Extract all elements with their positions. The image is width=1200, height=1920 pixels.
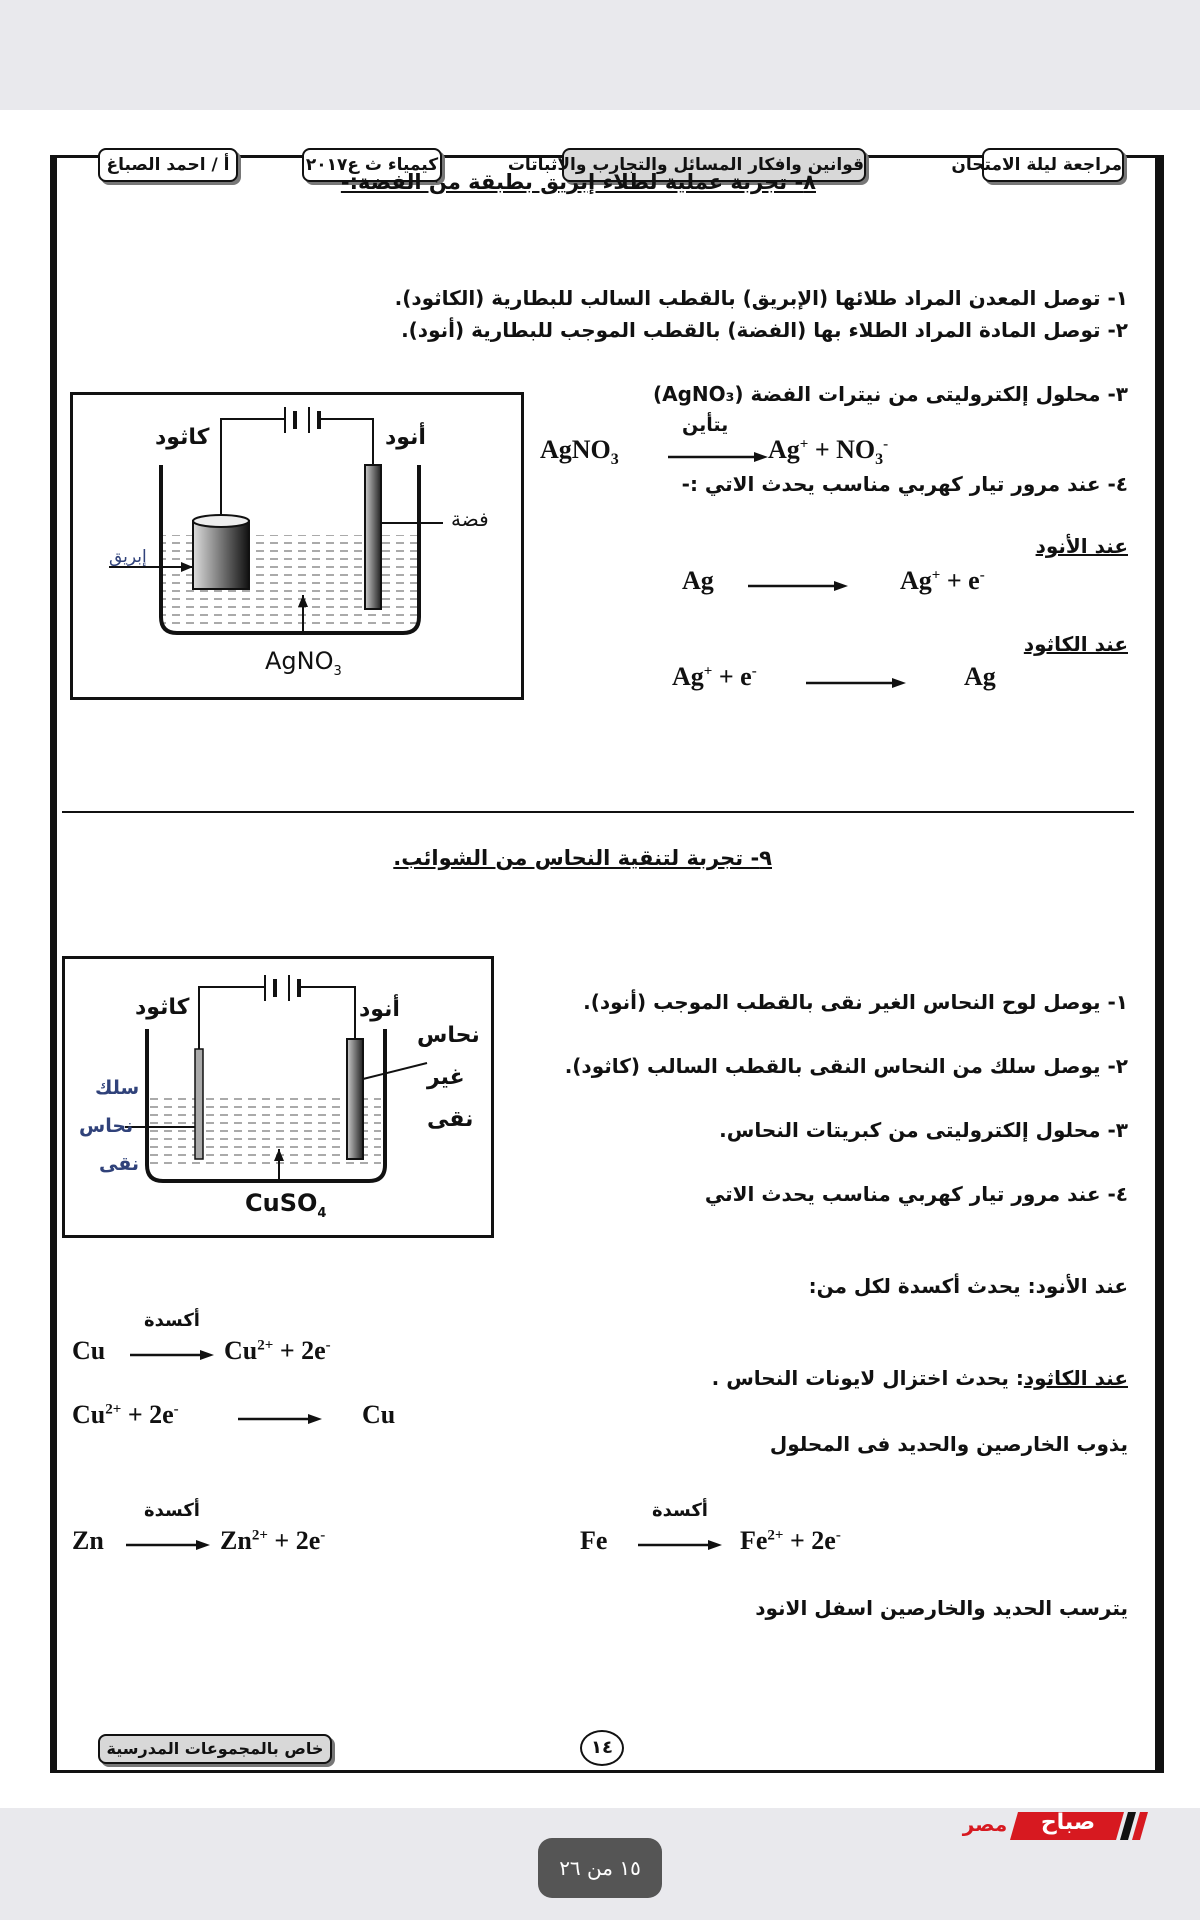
- section9-anode-line: عند الأنود: يحدث أكسدة لكل من:: [808, 1274, 1128, 1298]
- section9-cathode-line: عند الكاثود: يحدث اختزال لايونات النحاس .: [711, 1366, 1128, 1390]
- section8-at-cathode: عند الكاثود: [1023, 632, 1128, 656]
- ionize-label: يتأين: [682, 414, 729, 436]
- copper-purification-diagram: [62, 956, 494, 1238]
- zn-eq-left: Zn: [72, 1526, 104, 1555]
- purify-anode-label: أنود: [359, 997, 400, 1022]
- anode-eq-arrow: [748, 579, 848, 593]
- section9-title: ٩- تجربة لتنقية النحاس من الشوائب.: [393, 846, 772, 870]
- section8-step1: ١- توصل المعدن المراد طلائها (الإبريق) بالقطب السالب للبطارية (الكاثود).: [394, 286, 1128, 310]
- ionize-reactant: AgNO$_3$: [540, 435, 619, 469]
- section8-step3: ٣- محلول إلكتروليتى من نيترات الفضة (AgNO₃): [652, 382, 1128, 406]
- section9-step4: ٤- عند مرور تيار كهربي مناسب يحدث الاتي: [704, 1182, 1128, 1206]
- cathode-eq-right: Ag: [964, 662, 996, 691]
- section9-step1: ١- يوصل لوح النحاس الغير نقى بالقطب الموجب (أنود).: [583, 990, 1128, 1014]
- page-number: ١٤: [580, 1730, 624, 1766]
- anode-eq-right: Ag+ + e-: [900, 566, 985, 595]
- fe-oxidation-label: أكسدة: [652, 1500, 708, 1521]
- section9-step3: ٣- محلول إلكتروليتى من كبريتات النحاس.: [719, 1118, 1128, 1142]
- section9-deposit: يترسب الحديد والخارصين اسفل الانود: [755, 1596, 1128, 1620]
- cu-eq-arrow: [130, 1348, 214, 1362]
- plating-electrolyte-label: AgNO$_3$: [265, 647, 342, 679]
- zn-eq-right: $Zn^{2+} + 2e^-$: [220, 1526, 326, 1555]
- plating-cathode-label: كاثود: [155, 425, 210, 450]
- impure-copper-label-3: نقى: [427, 1107, 474, 1132]
- section-divider: [62, 811, 1134, 813]
- section8-step2: ٢- توصل المادة المراد الطلاء بها (الفضة) بالقطب الموجب للبطارية (أنود).: [401, 318, 1128, 342]
- cu-oxidation-label: أكسدة: [144, 1310, 200, 1331]
- cu2-eq-left: $Cu^{2+} + 2e^-$: [72, 1400, 179, 1429]
- silver-label: فضة: [451, 507, 489, 531]
- ionize-arrow: [668, 450, 768, 464]
- pure-copper-label-1: سلك: [95, 1077, 140, 1099]
- anode-eq-left: Ag: [682, 566, 714, 595]
- section8-at-anode: عند الأنود: [1035, 534, 1128, 558]
- page-indicator[interactable]: ١٥ من ٢٦: [538, 1838, 662, 1898]
- section8-step4: ٤- عند مرور تيار كهربي مناسب يحدث الاتي :-: [681, 472, 1128, 496]
- purify-electrolyte-label: CuSO$_4$: [245, 1189, 327, 1221]
- impure-copper-label-2: غير: [427, 1065, 465, 1090]
- document-page: [0, 110, 1200, 1808]
- purify-cathode-label: كاثود: [135, 995, 190, 1020]
- fe-eq-left: Fe: [580, 1526, 608, 1555]
- section9-step2: ٢- يوصل سلك من النحاس النقى بالقطب السالب (كاثود).: [564, 1054, 1128, 1078]
- header-review: مراجعة ليلة الامتحان: [982, 148, 1124, 182]
- fe-eq-right: $Fe^{2+} + 2e^-$: [740, 1526, 841, 1555]
- cathode-eq-left: Ag+ + e-: [672, 662, 757, 691]
- section9-dissolve: يذوب الخارصين والحديد فى المحلول: [769, 1432, 1128, 1456]
- cu2-eq-right: Cu: [362, 1400, 396, 1429]
- cu-eq-right: $Cu^{2+} + 2e^-$: [224, 1336, 331, 1365]
- header-laws: قوانين وافكار المسائل والتجارب والاثباتات: [562, 148, 866, 182]
- header-subject: كيمياء ث ع٢٠١٧: [302, 148, 442, 182]
- section8-title: ٨- تجربة عملية لطلاء إبريق بطبقة من الفضة:-: [340, 170, 816, 194]
- header-teacher: أ / احمد الصباغ: [98, 148, 238, 182]
- impure-copper-label-1: نحاس: [417, 1023, 480, 1048]
- cu2-eq-arrow: [238, 1412, 322, 1426]
- zn-eq-arrow: [126, 1538, 210, 1552]
- brand-word-1: صباح: [1040, 1810, 1096, 1835]
- brand-word-2: مصر: [962, 1812, 1008, 1836]
- pure-copper-label-2: نحاس: [79, 1115, 134, 1137]
- cathode-eq-arrow: [806, 676, 906, 690]
- fe-eq-arrow: [638, 1538, 722, 1552]
- zn-oxidation-label: أكسدة: [144, 1500, 200, 1521]
- cu-eq-left: Cu: [72, 1336, 106, 1365]
- ionize-products: $Ag^+ + NO_3^-$: [768, 435, 889, 469]
- pure-copper-label-3: نقى: [99, 1153, 140, 1175]
- brand-logo: [960, 1808, 1150, 1844]
- jug-label: إبريق: [109, 547, 147, 567]
- footer-groups: خاص بالمجموعات المدرسية: [98, 1734, 332, 1764]
- plating-anode-label: أنود: [385, 425, 426, 450]
- silver-plating-diagram: [70, 392, 524, 700]
